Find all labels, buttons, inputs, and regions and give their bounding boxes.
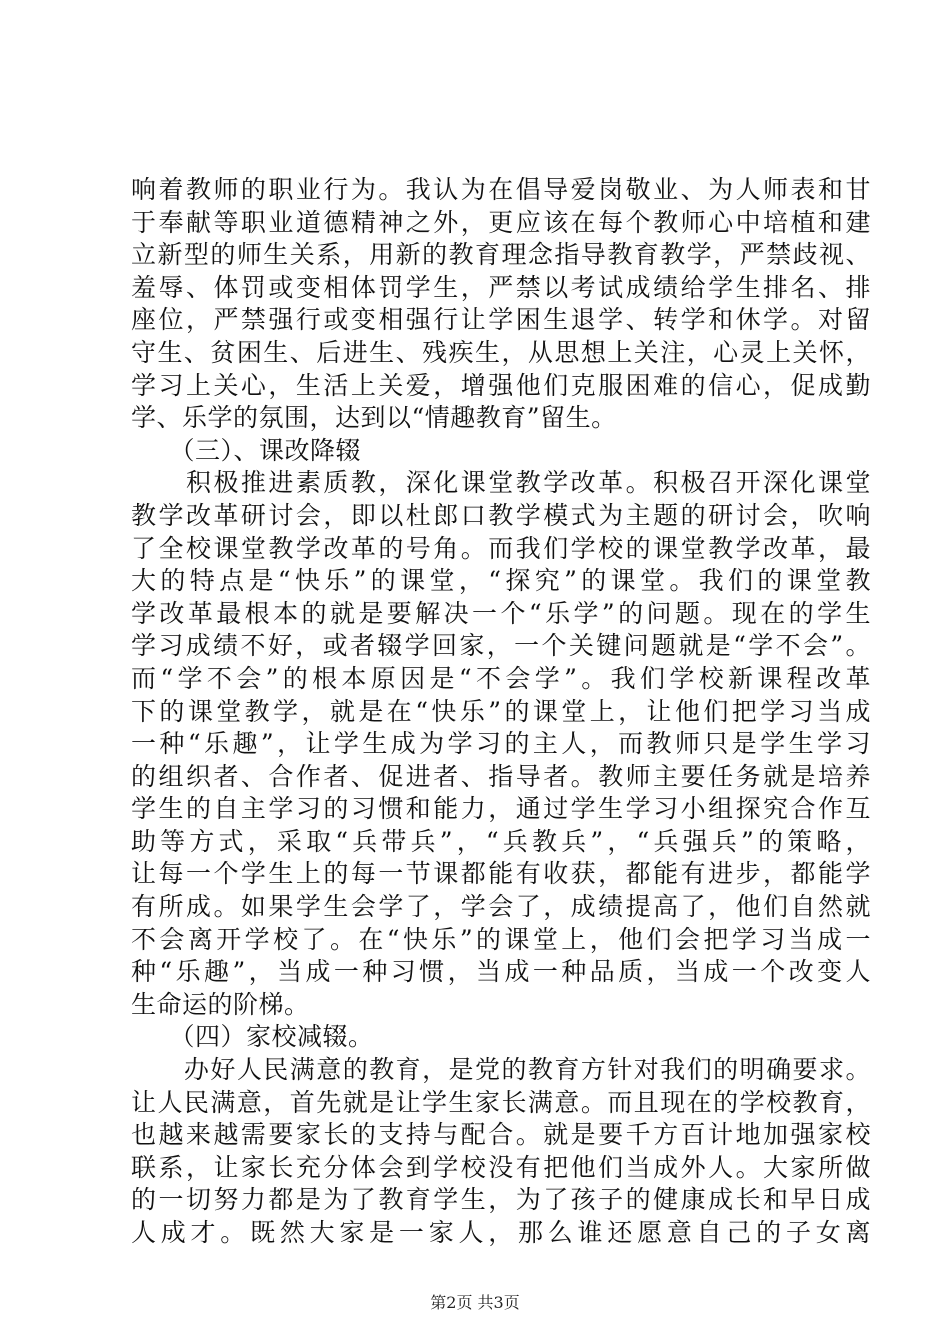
text-line: 学生的自主学习的习惯和能力，通过学生学习小组探究合作互 <box>131 794 871 824</box>
text-line: 下的课堂教学，就是在“快乐”的课堂上，让他们把学习当成 <box>131 696 871 726</box>
text-line: 让人民满意，首先就是让学生家长满意。而且现在的学校教育， <box>131 1087 871 1117</box>
text-line: 座位，严禁强行或变相强行让学困生退学、转学和休学。对留 <box>131 305 871 335</box>
text-line: 响着教师的职业行为。我认为在倡导爱岗敬业、为人师表和甘 <box>131 175 871 204</box>
section-heading: （三）、课改降辍 <box>131 435 362 465</box>
text-line: 积极推进素质教，深化课堂教学改革。积极召开深化课堂 <box>131 468 871 498</box>
text-line: 办好人民满意的教育，是党的教育方针对我们的明确要求。 <box>131 1055 871 1085</box>
text-line: 学改革最根本的就是要解决一个“乐学”的问题。现在的学生 <box>131 598 871 628</box>
text-line: 守生、贫困生、后进生、残疾生，从思想上关注，心灵上关怀， <box>131 337 871 367</box>
section-heading: （四）家校减辍。 <box>131 1022 374 1052</box>
text-line: 的一切努力都是为了教育学生，为了孩子的健康成长和早日成 <box>131 1185 871 1215</box>
text-line: 了全校课堂教学改革的号角。而我们学校的课堂教学改革，最 <box>131 533 871 563</box>
text-line: 的组织者、合作者、促进者、指导者。教师主要任务就是培养 <box>131 761 871 791</box>
text-line: 一种“乐趣”，让学生成为学习的主人，而教师只是学生学习 <box>131 729 871 759</box>
text-line: 学、乐学的氛围，达到以“情趣教育”留生。 <box>131 403 617 433</box>
text-line: 不会离开学校了。在“快乐”的课堂上，他们会把学习当成一 <box>131 924 871 954</box>
text-line: 人成才。既然大家是一家人，那么谁还愿意自己的子女离 <box>131 1218 871 1247</box>
page-footer: 第2页 共3页 <box>430 1293 520 1312</box>
text-line: 羞辱、体罚或变相体罚学生，严禁以考试成绩给学生排名、排 <box>131 272 871 302</box>
text-line: 让每一个学生上的每一节课都能有收获，都能有进步，都能学 <box>131 859 871 889</box>
text-line: 学习成绩不好，或者辍学回家，一个关键问题就是“学不会”。 <box>131 631 871 661</box>
body-text <box>131 174 871 1250</box>
text-line: 有所成。如果学生会学了，学会了，成绩提高了，他们自然就 <box>131 892 871 922</box>
text-line: 教学改革研讨会，即以杜郎口教学模式为主题的研讨会，吹响 <box>131 500 871 530</box>
text-line: 学习上关心，生活上关爱，增强他们克服困难的信心，促成勤 <box>131 370 871 400</box>
text-line: 生命运的阶梯。 <box>131 989 310 1019</box>
text-line: 联系，让家长充分体会到学校没有把他们当成外人。大家所做 <box>131 1152 871 1182</box>
text-line: 也越来越需要家长的支持与配合。就是要千方百计地加强家校 <box>131 1120 871 1150</box>
text-line: 于奉献等职业道德精神之外，更应该在每个教师心中培植和建 <box>131 207 871 237</box>
text-line: 助等方式，采取“兵带兵”，“兵教兵”，“兵强兵”的策略， <box>131 826 871 856</box>
text-line: 大的特点是“快乐”的课堂，“探究”的课堂。我们的课堂教 <box>131 566 871 596</box>
text-line: 而“学不会”的根本原因是“不会学”。我们学校新课程改革 <box>131 663 871 693</box>
text-line: 种“乐趣”，当成一种习惯，当成一种品质，当成一个改变人 <box>131 957 871 987</box>
text-line: 立新型的师生关系，用新的教育理念指导教育教学，严禁歧视、 <box>131 240 871 270</box>
